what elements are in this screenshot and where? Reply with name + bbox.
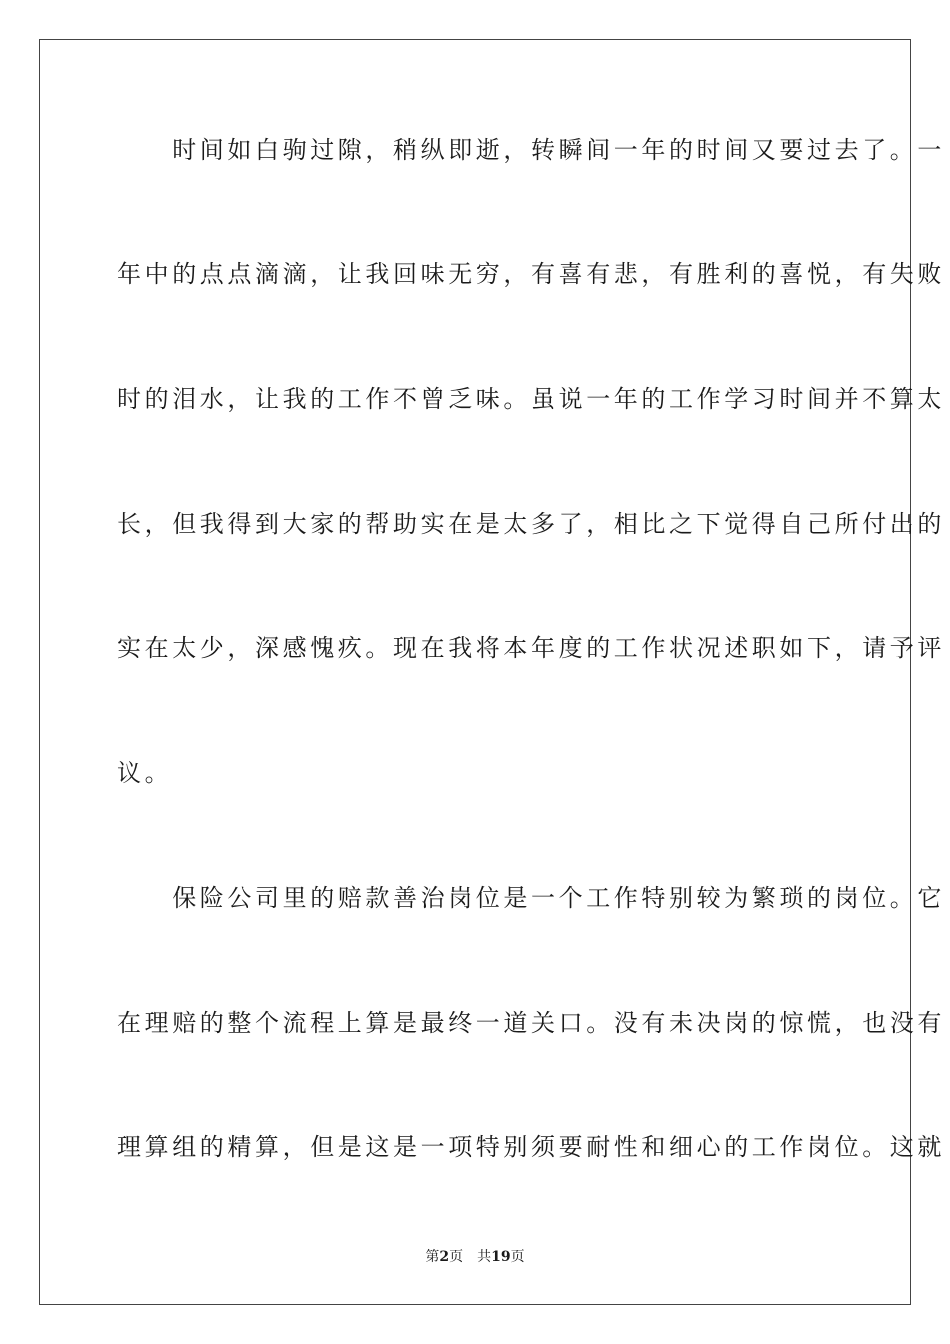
text-line: 时间如白驹过隙，稍纵即逝，转瞬间一年的时间又要过去了。一 xyxy=(117,136,945,164)
text-line: 年中的点点滴滴，让我回味无穷，有喜有悲，有胜利的喜悦，有失败 xyxy=(117,260,945,288)
text-line: 议。 xyxy=(117,759,173,787)
page-border xyxy=(39,39,945,1305)
total-label-suffix: 页 xyxy=(510,1249,525,1265)
total-label-prefix: 共 xyxy=(477,1249,492,1265)
text-line: 长，但我得到大家的帮助实在是太多了，相比之下觉得自己所付出的 xyxy=(117,510,945,538)
page-number: 2 xyxy=(439,1249,450,1265)
text-line: 时的泪水，让我的工作不曾乏味。虽说一年的工作学习时间并不算太 xyxy=(117,385,945,413)
text-line: 保险公司里的赔款善治岗位是一个工作特别较为繁琐的岗位。它 xyxy=(117,884,945,912)
total-pages: 19 xyxy=(491,1249,511,1265)
page-label-suffix: 页 xyxy=(449,1249,464,1265)
text-line: 理算组的精算，但是这是一项特别须要耐性和细心的工作岗位。这就 xyxy=(117,1133,945,1161)
text-line: 实在太少，深感愧疚。现在我将本年度的工作状况述职如下，请予评 xyxy=(117,634,945,662)
page-footer xyxy=(0,1248,950,1266)
text-line: 在理赔的整个流程上算是最终一道关口。没有未决岗的惊慌，也没有 xyxy=(117,1009,945,1037)
page-label-prefix: 第 xyxy=(425,1249,440,1265)
